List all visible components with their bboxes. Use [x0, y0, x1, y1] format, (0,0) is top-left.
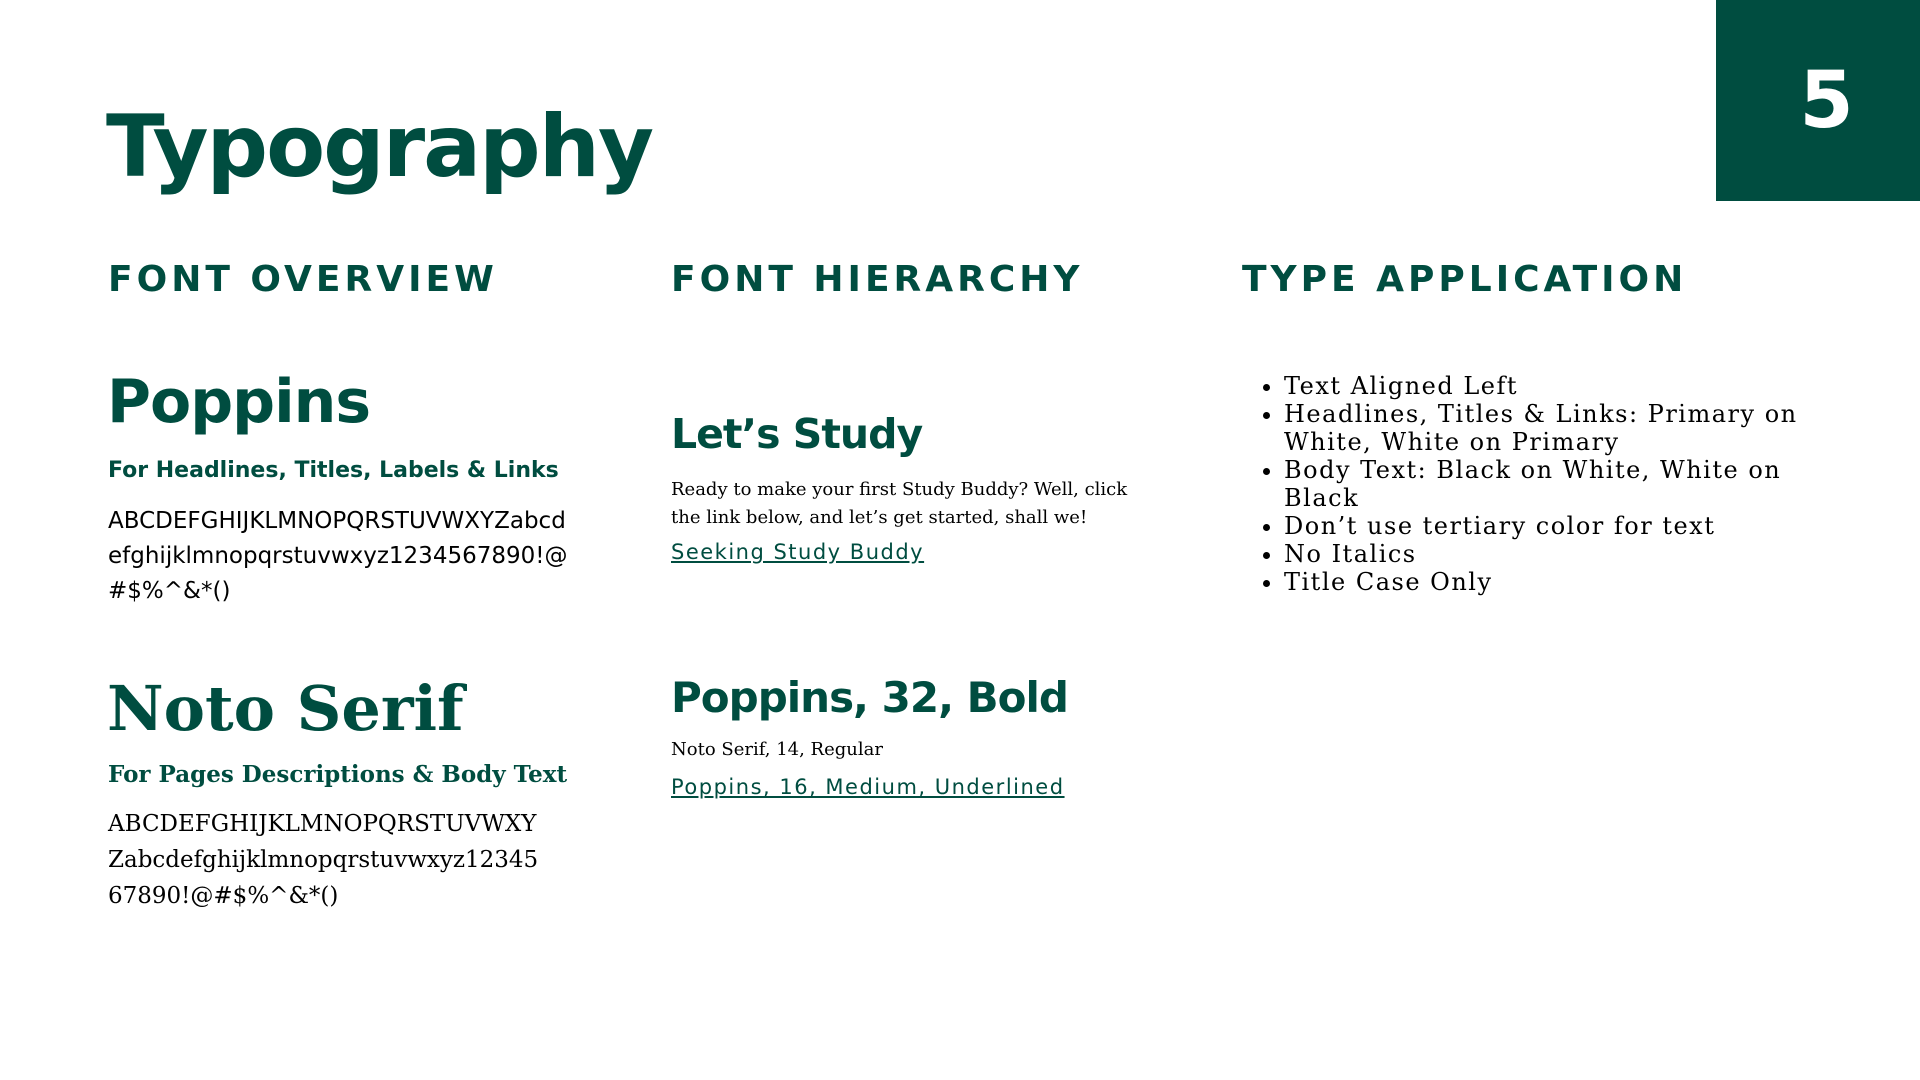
sample-body-text: Ready to make your first Study Buddy? Well, click the link below, and let’s get started, shall we! [671, 479, 1128, 528]
serif-font-charset: ABCDEFGHIJKLMNOPQRSTUVWXYZabcdefghijklmnopqrstuvwxyz1234567890!@#$%^&*() [108, 811, 539, 909]
serif-font-usage: For Pages Descriptions & Body Text [108, 761, 568, 788]
type-application-list [1242, 372, 1804, 596]
link-spec[interactable]: Poppins, 16, Medium, Underlined [671, 775, 1065, 799]
list-item: • No Italics [1284, 540, 1804, 568]
sans-font-usage: For Headlines, Titles, Labels & Links [108, 458, 559, 483]
list-item: • Body Text: Black on White, White on Black [1284, 456, 1804, 512]
list-item: • Text Aligned Left [1284, 372, 1804, 400]
sans-font-charset: ABCDEFGHIJKLMNOPQRSTUVWXYZabcdefghijklmnopqrstuvwxyz1234567890!@#$%^&*() [108, 508, 568, 604]
serif-font-name: Noto Serif [107, 672, 464, 745]
section-heading-type-application: TYPE APPLICATION [1242, 259, 1688, 300]
page-number-badge [1716, 0, 1920, 201]
sample-heading: Let’s Study [671, 410, 923, 458]
list-item: • Don’t use tertiary color for text [1284, 512, 1804, 540]
list-item: • Headlines, Titles & Links: Primary on White, White on Primary [1284, 400, 1804, 456]
sample-link[interactable]: Seeking Study Buddy [671, 540, 925, 564]
section-heading-font-hierarchy: FONT HIERARCHY [671, 259, 1084, 300]
heading-spec: Poppins, 32, Bold [671, 673, 1068, 722]
sans-font-name: Poppins [107, 367, 371, 437]
page-title: Typography [106, 97, 653, 197]
list-item: • Title Case Only [1284, 568, 1804, 596]
page-number: 5 [1799, 55, 1855, 146]
body-spec: Noto Serif, 14, Regular [671, 739, 883, 760]
section-heading-font-overview: FONT OVERVIEW [108, 259, 498, 300]
